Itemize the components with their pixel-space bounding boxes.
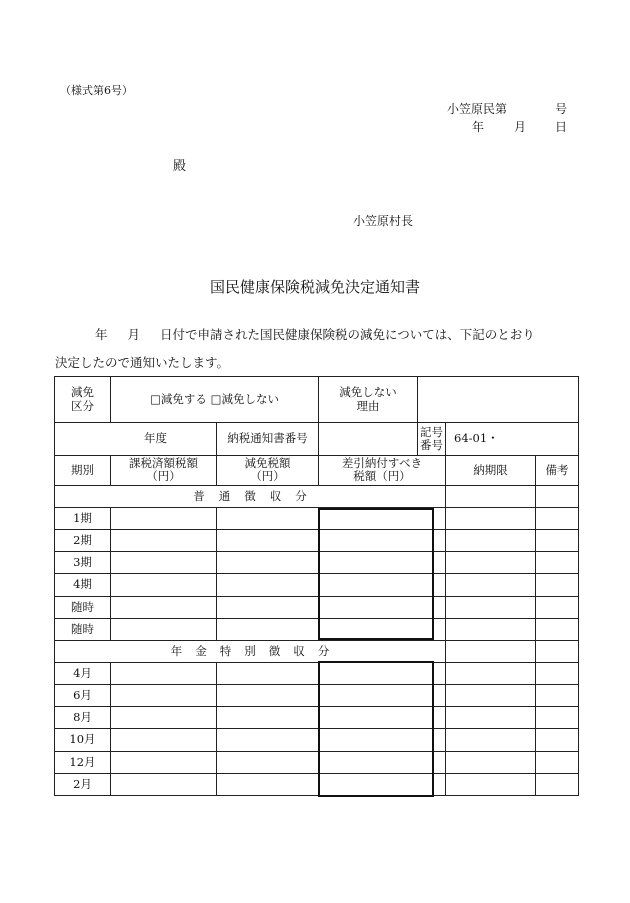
no-reduce-reason-value[interactable] (418, 377, 579, 423)
pension-collection-section-row (55, 640, 579, 662)
payable-tax-cell[interactable] (319, 574, 446, 596)
due-date-cell[interactable] (446, 530, 536, 552)
remarks-cell[interactable] (536, 707, 579, 729)
reduced-tax-cell[interactable] (217, 530, 319, 552)
due-date-cell[interactable] (446, 552, 536, 574)
period-label: 2期 (55, 530, 111, 552)
reduced-tax-header: 減免税額 （円） (217, 455, 319, 485)
table-row (55, 663, 579, 685)
remarks-cell[interactable] (536, 685, 579, 707)
issuer-name: 小笠原村長 (353, 214, 414, 228)
due-date-cell[interactable] (446, 685, 536, 707)
period-label: 10月 (55, 729, 111, 751)
table-row (55, 596, 579, 618)
checkbox-reduce[interactable]: □減免する (150, 392, 207, 407)
category-options-cell (111, 377, 319, 423)
pension-collection-heading: 年金特別徴収分 (55, 640, 446, 662)
body-month: 月 (127, 327, 141, 342)
payable-tax-cell[interactable] (319, 707, 446, 729)
period-label: 随時 (55, 596, 111, 618)
period-label: 4月 (55, 663, 111, 685)
payable-tax-cell[interactable] (319, 663, 446, 685)
reduced-tax-cell[interactable] (217, 552, 319, 574)
due-date-header: 納期限 (446, 455, 536, 485)
notice-info-row (55, 423, 579, 455)
assessed-tax-cell[interactable] (111, 618, 217, 640)
assessed-tax-cell[interactable] (111, 552, 217, 574)
table-row (55, 707, 579, 729)
addressee-suffix: 殿 (173, 159, 187, 174)
body-text-line-2: 決定したので通知いたします。 (55, 355, 230, 370)
assessed-tax-cell[interactable] (111, 663, 217, 685)
due-date-cell[interactable] (446, 729, 536, 751)
period-label: 3期 (55, 552, 111, 574)
reduced-tax-cell[interactable] (217, 773, 319, 795)
payable-tax-header: 差引納付すべき 税額（円） (319, 455, 446, 485)
due-date-cell[interactable] (446, 574, 536, 596)
body-text-line-1 (95, 325, 535, 343)
reduced-tax-cell[interactable] (217, 685, 319, 707)
assessed-tax-cell[interactable] (111, 574, 217, 596)
code-number-header: 記号 番号 (418, 423, 446, 455)
checkbox-no-reduce[interactable]: □減免しない (210, 392, 279, 407)
payable-tax-cell[interactable] (319, 552, 446, 574)
payable-tax-cell[interactable] (319, 596, 446, 618)
reduced-tax-cell[interactable] (217, 574, 319, 596)
payable-tax-cell[interactable] (319, 618, 446, 640)
remarks-cell[interactable] (536, 552, 579, 574)
reduced-tax-cell[interactable] (217, 596, 319, 618)
payable-tax-cell[interactable] (319, 507, 446, 529)
table-row (55, 685, 579, 707)
remarks-cell[interactable] (536, 729, 579, 751)
assessed-tax-cell[interactable] (111, 707, 217, 729)
remarks-cell[interactable] (536, 596, 579, 618)
body-line1-rest: 日付で申請された国民健康保険税の減免については、下記のとおり (160, 327, 535, 342)
due-date-cell[interactable] (446, 751, 536, 773)
notice-number-header: 納税通知書番号 (217, 423, 319, 455)
table-row (55, 618, 579, 640)
document-number-label: 小笠原民第 (447, 102, 508, 116)
table-row (55, 729, 579, 751)
due-date-cell[interactable] (446, 773, 536, 795)
table-row (55, 751, 579, 773)
payable-tax-cell[interactable] (319, 773, 446, 795)
remarks-cell[interactable] (536, 507, 579, 529)
period-label: 随時 (55, 618, 111, 640)
reduced-tax-cell[interactable] (217, 618, 319, 640)
due-date-cell[interactable] (446, 663, 536, 685)
payable-tax-cell[interactable] (319, 530, 446, 552)
reduced-tax-cell[interactable] (217, 751, 319, 773)
period-label: 2月 (55, 773, 111, 795)
no-reduce-reason-header: 減免しない 理由 (319, 377, 418, 423)
assessed-tax-cell[interactable] (111, 685, 217, 707)
assessed-tax-cell[interactable] (111, 596, 217, 618)
document-number-suffix: 号 (555, 102, 568, 116)
period-label: 1期 (55, 507, 111, 529)
reduced-tax-cell[interactable] (217, 663, 319, 685)
date-month-label: 月 (514, 120, 527, 134)
period-label: 12月 (55, 751, 111, 773)
reduction-category-row (55, 377, 579, 423)
remarks-cell[interactable] (536, 663, 579, 685)
due-date-cell[interactable] (446, 707, 536, 729)
fiscal-year-cell[interactable]: 年度 (55, 423, 217, 455)
table-row (55, 552, 579, 574)
category-header: 減免 区分 (55, 377, 111, 423)
due-date-cell[interactable] (446, 618, 536, 640)
ordinary-collection-heading: 普通徴収分 (55, 485, 446, 507)
table-row (55, 530, 579, 552)
code-number-value[interactable]: 64-01・ (446, 423, 579, 455)
remarks-cell[interactable] (536, 618, 579, 640)
assessed-tax-cell[interactable] (111, 751, 217, 773)
document-title: 国民健康保険税減免決定通知書 (209, 278, 420, 296)
remarks-cell[interactable] (536, 574, 579, 596)
payable-tax-cell[interactable] (319, 729, 446, 751)
period-label: 8月 (55, 707, 111, 729)
reduction-form-table (54, 376, 579, 796)
period-label: 6月 (55, 685, 111, 707)
body-year: 年 (95, 327, 108, 342)
column-header-row (55, 455, 579, 485)
remarks-cell[interactable] (536, 751, 579, 773)
reduced-tax-cell[interactable] (217, 729, 319, 751)
table-row (55, 773, 579, 795)
remarks-cell[interactable] (536, 773, 579, 795)
assessed-tax-cell[interactable] (111, 729, 217, 751)
ordinary-collection-section-row (55, 485, 579, 507)
table-row (55, 507, 579, 529)
period-label: 4期 (55, 574, 111, 596)
remarks-header: 備考 (536, 455, 579, 485)
period-header: 期別 (55, 455, 111, 485)
date-day-label: 日 (555, 120, 568, 134)
assessed-tax-header: 課税済額税額 （円） (111, 455, 217, 485)
table-row (55, 574, 579, 596)
date-year-label: 年 (472, 120, 485, 134)
assessed-tax-cell[interactable] (111, 530, 217, 552)
due-date-cell[interactable] (446, 507, 536, 529)
due-date-cell[interactable] (446, 596, 536, 618)
payable-tax-cell[interactable] (319, 685, 446, 707)
remarks-cell[interactable] (536, 530, 579, 552)
reduced-tax-cell[interactable] (217, 507, 319, 529)
payable-tax-cell[interactable] (319, 751, 446, 773)
assessed-tax-cell[interactable] (111, 507, 217, 529)
reduced-tax-cell[interactable] (217, 707, 319, 729)
form-number: （様式第6号） (60, 84, 133, 97)
assessed-tax-cell[interactable] (111, 773, 217, 795)
notice-number-value[interactable] (319, 423, 418, 455)
